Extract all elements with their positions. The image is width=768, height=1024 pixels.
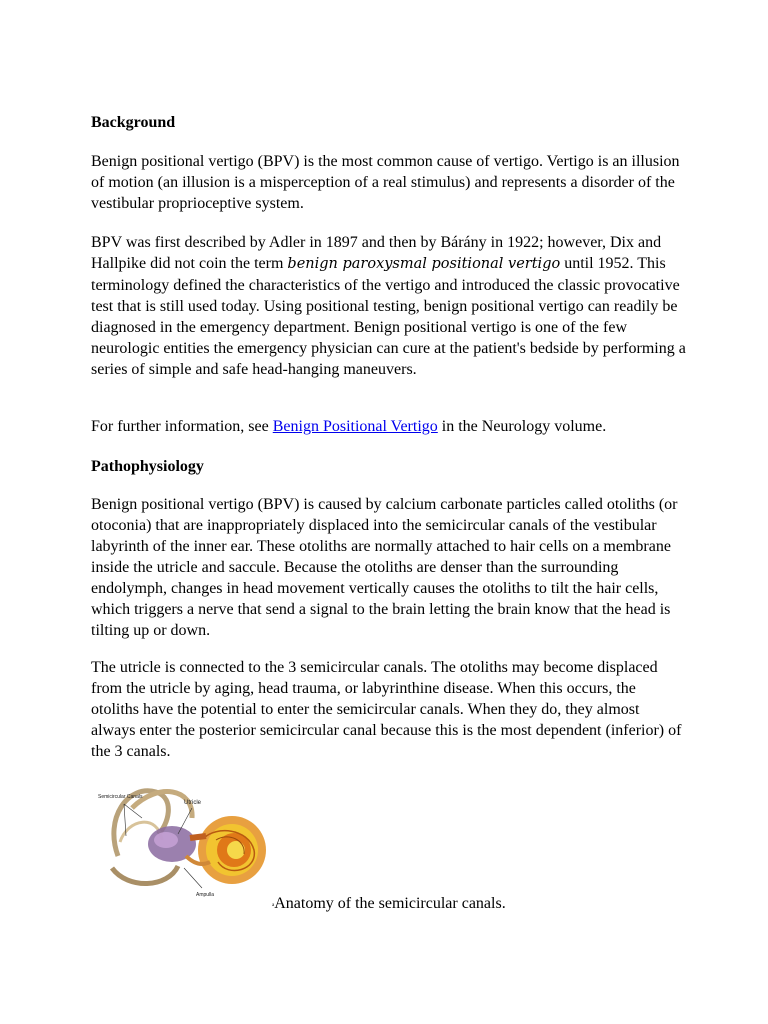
paragraph-background-1: Benign positional vertigo (BPV) is the most common cause of vertigo. Vertigo is an illusion of motion (an illusion is a misperception of a real stimulus) and represents a disorder of the vestibular proprioceptive system. — [91, 153, 680, 212]
paragraph-background-3 — [91, 416, 687, 437]
figure-label-canals: Semicircular Canals — [98, 794, 143, 800]
inner-ear-figure — [98, 778, 270, 898]
paragraph-text: BPV was first described by Adler in 1897 and then by Bárány in 1922; however, Dix and Hallpike did not coin the term — [91, 234, 662, 272]
figure-label-ampulla: Ampulla — [196, 892, 215, 898]
italic-term: benign paroxysmal positional vertigo — [287, 256, 561, 272]
paragraph-background-2 — [91, 232, 687, 380]
caption-marker: a — [272, 903, 275, 908]
heading-background: Background — [91, 114, 176, 131]
heading-pathophysiology: Pathophysiology — [91, 458, 204, 475]
figure-caption — [272, 893, 506, 916]
paragraph-text: until 1952. This terminology defined the characteristics of the vertigo and introduced the classic provocative test that is still used today. Using positional testing, benign positional vertigo can readily be diagnosed in the emergency department. Benign positional vertigo is one of the few neurologic entities the emergency physician can cure at the patient's bedside by performing a series of simple and safe head-hanging maneuvers. — [91, 255, 686, 378]
paragraph-pathophysiology-1: Benign positional vertigo (BPV) is caused by calcium carbonate particles called otoliths (or otoconia) that are inappropriately displaced into the semicircular canals of the vestibular labyrinth of the inner ear. These otoliths are normally attached to hair cells on a membrane inside the utricle and saccule. Because the otoliths are denser than the surrounding endolymph, changes in head movement vertically causes the otoliths to tilt the hair cells, which triggers a nerve that send a signal to the brain letting the brain know that the head is tilting up or down. — [91, 496, 678, 639]
paragraph-text: For further information, see — [91, 418, 273, 435]
inner-ear-illustration — [98, 778, 270, 898]
paragraph-text: in the Neurology volume. — [437, 418, 607, 435]
figure-label-utricle: Utricle — [184, 800, 202, 806]
link-benign-positional-vertigo[interactable]: Benign Positional Vertigo — [272, 418, 438, 435]
paragraph-pathophysiology-2: The utricle is connected to the 3 semicircular canals. The otoliths may become displaced from the utricle by aging, head trauma, or labyrinthine disease. When this occurs, the otoliths have the potential to enter the semicircular canals. When they do, they almost always enter the posterior semicircular canal because this is the most dependent (inferior) of the 3 canals. — [91, 659, 682, 760]
caption-text: Anatomy of the semicircular canals. — [274, 895, 506, 912]
